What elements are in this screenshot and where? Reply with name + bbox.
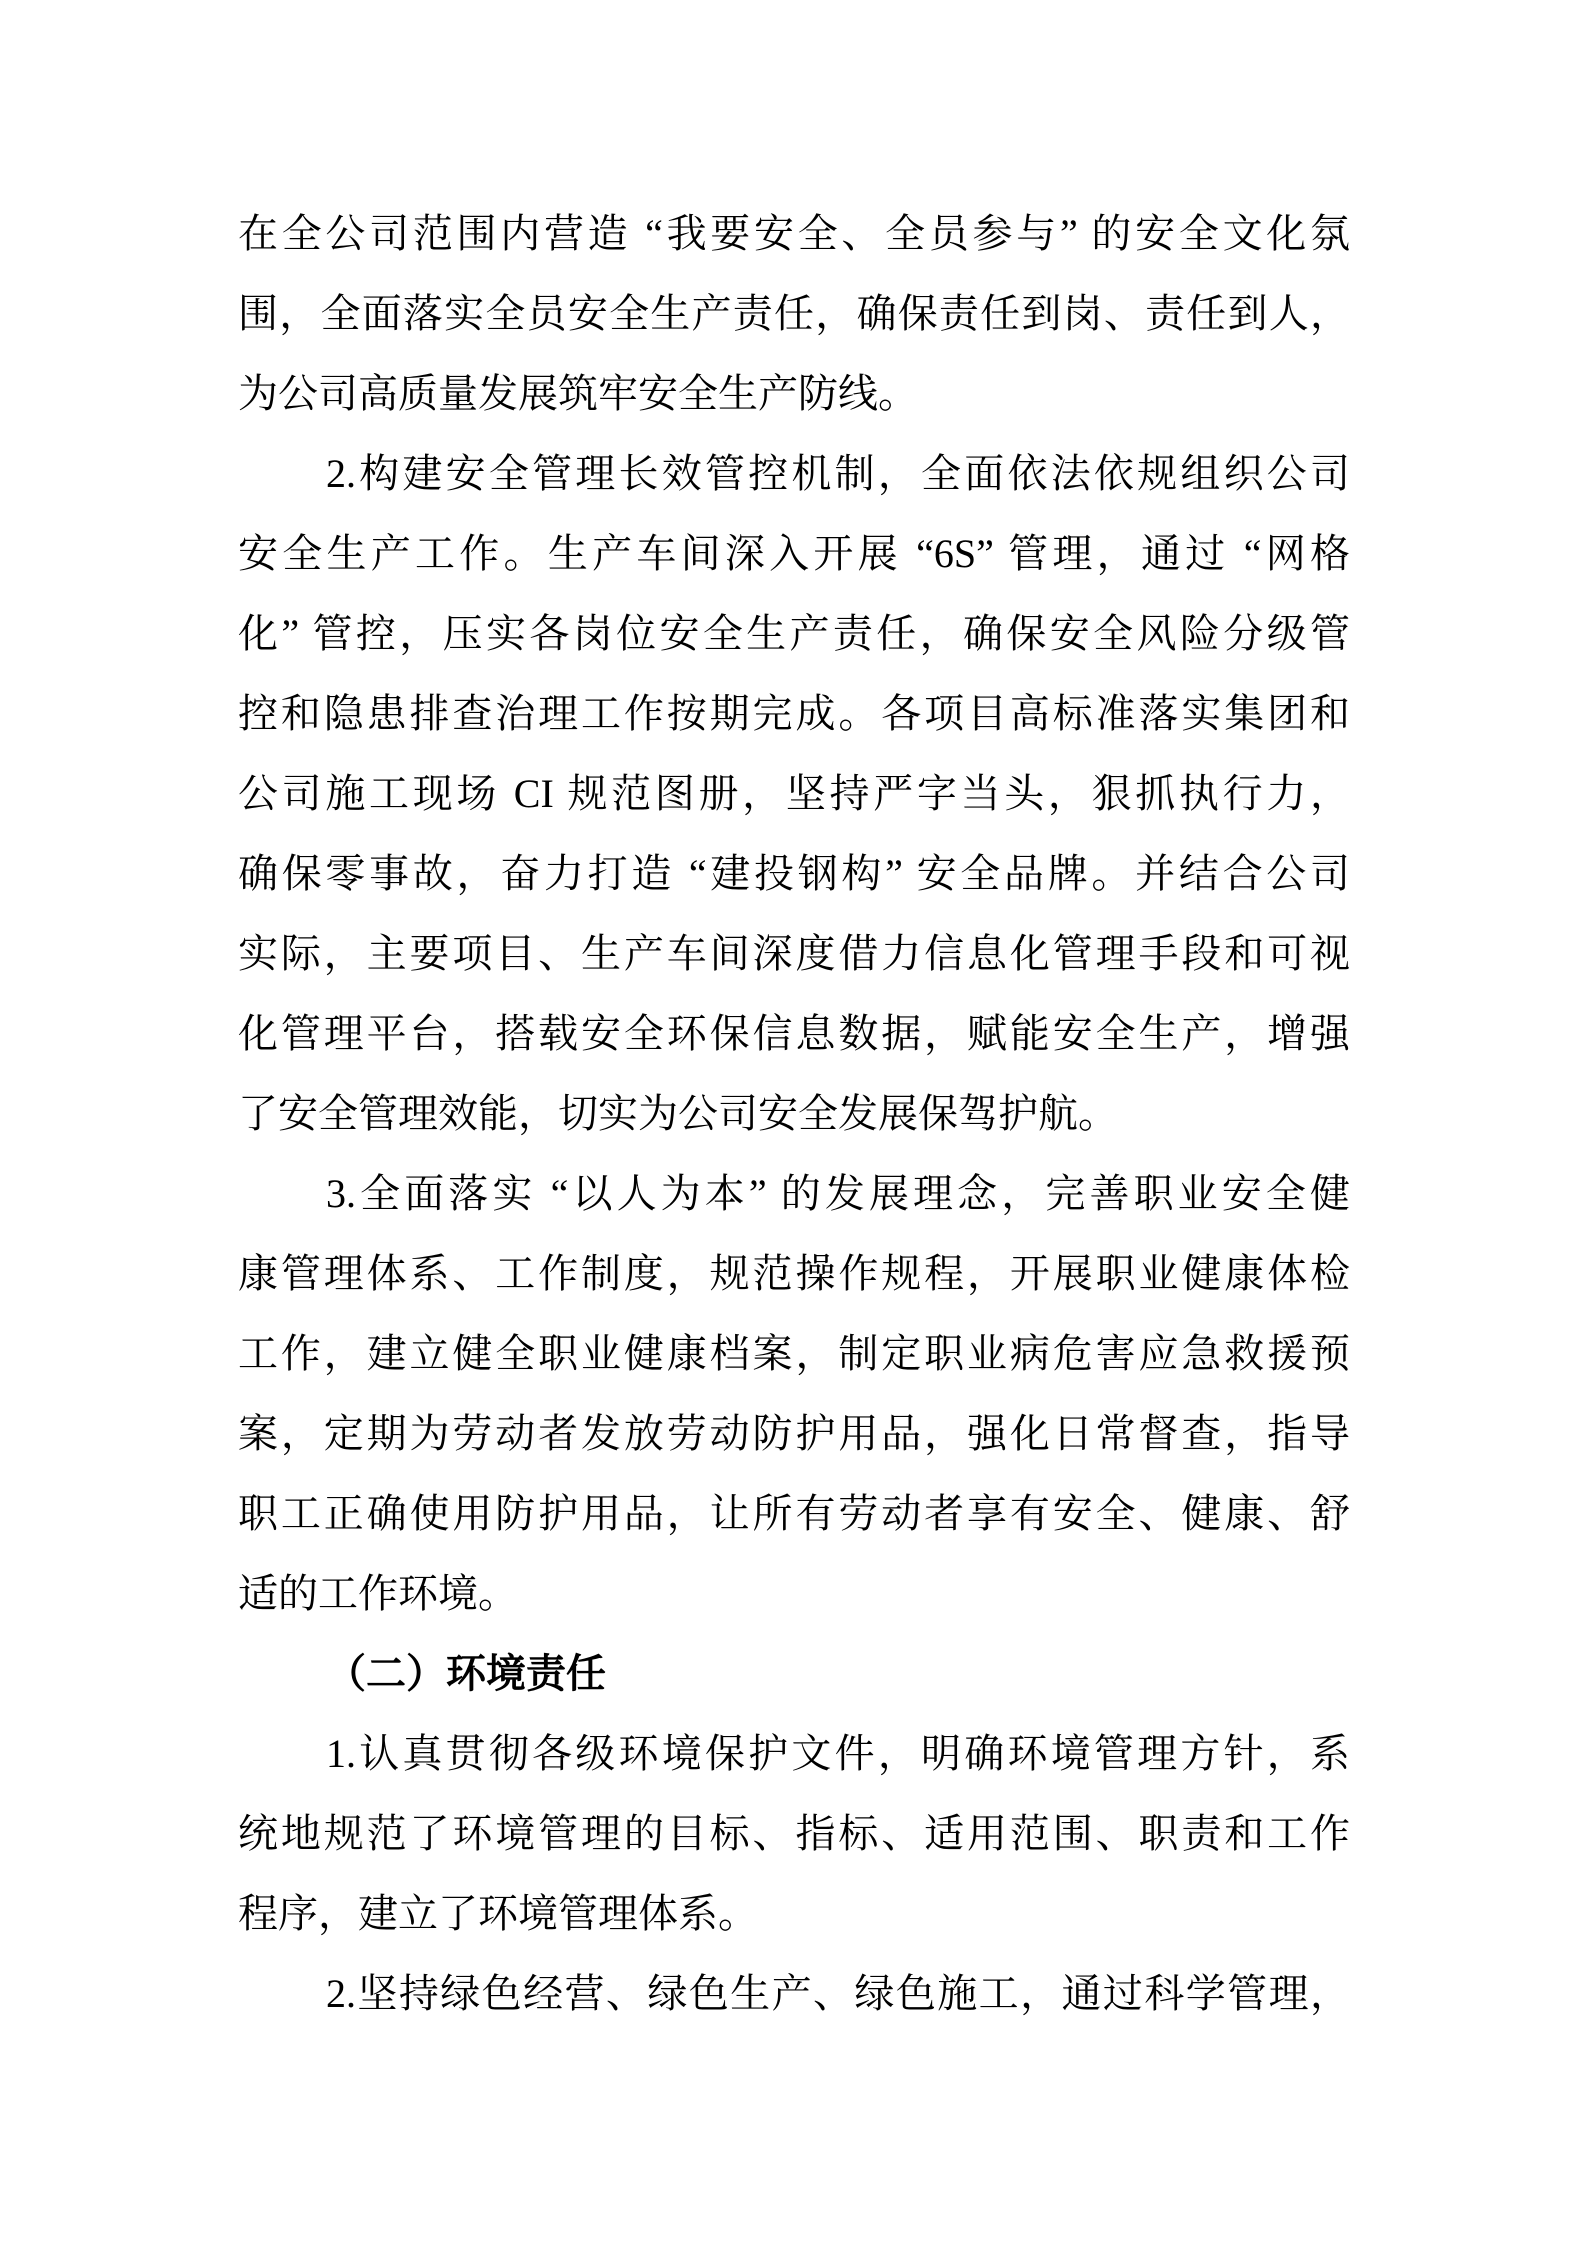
body-line: 确保零事故，奋力打造 “建投钢构” 安全品牌。并结合公司: [238, 851, 1350, 896]
body-line: 康管理体系、工作制度，规范操作规程，开展职业健康体检: [238, 1251, 1350, 1296]
text-content: [238, 194, 1350, 2034]
body-line: 程序，建立了环境管理体系。: [238, 1891, 758, 1936]
body-line: 实际，主要项目、生产车间深度借力信息化管理手段和可视: [238, 931, 1350, 976]
body-line: 3.全面落实 “以人为本” 的发展理念，完善职业安全健: [326, 1171, 1350, 1216]
body-line: 围，全面落实全员安全生产责任，确保责任到岗、责任到人，: [238, 291, 1350, 336]
body-line: 了安全管理效能，切实为公司安全发展保驾护航。: [238, 1091, 1118, 1136]
body-line: 化管理平台，搭载安全环保信息数据，赋能安全生产，增强: [238, 1011, 1350, 1056]
body-line: 化” 管控，压实各岗位安全生产责任，确保安全风险分级管: [238, 611, 1350, 656]
section-heading: （二）环境责任: [326, 1651, 606, 1696]
body-line: 控和隐患排查治理工作按期完成。各项目高标准落实集团和: [238, 691, 1350, 736]
body-line: 工作，建立健全职业健康档案，制定职业病危害应急救援预: [238, 1331, 1350, 1376]
body-line: 公司施工现场 CI 规范图册，坚持严字当头，狠抓执行力，: [238, 771, 1350, 816]
body-line: 职工正确使用防护用品，让所有劳动者享有安全、健康、舒: [238, 1491, 1350, 1536]
body-line: 在全公司范围内营造 “我要安全、全员参与” 的安全文化氛: [238, 211, 1350, 256]
body-line: 案，定期为劳动者发放劳动防护用品，强化日常督查，指导: [238, 1411, 1350, 1456]
body-line: 2.坚持绿色经营、绿色生产、绿色施工，通过科学管理，: [326, 1971, 1350, 2016]
body-line: 安全生产工作。生产车间深入开展 “6S” 管理，通过 “网格: [238, 531, 1350, 576]
body-line: 适的工作环境。: [238, 1571, 518, 1616]
body-line: 2.构建安全管理长效管控机制，全面依法依规组织公司: [326, 451, 1350, 496]
body-line: 1.认真贯彻各级环境保护文件，明确环境管理方针，系: [326, 1731, 1350, 1776]
body-line: 统地规范了环境管理的目标、指标、适用范围、职责和工作: [238, 1811, 1350, 1856]
body-line: 为公司高质量发展筑牢安全生产防线。: [238, 371, 918, 416]
